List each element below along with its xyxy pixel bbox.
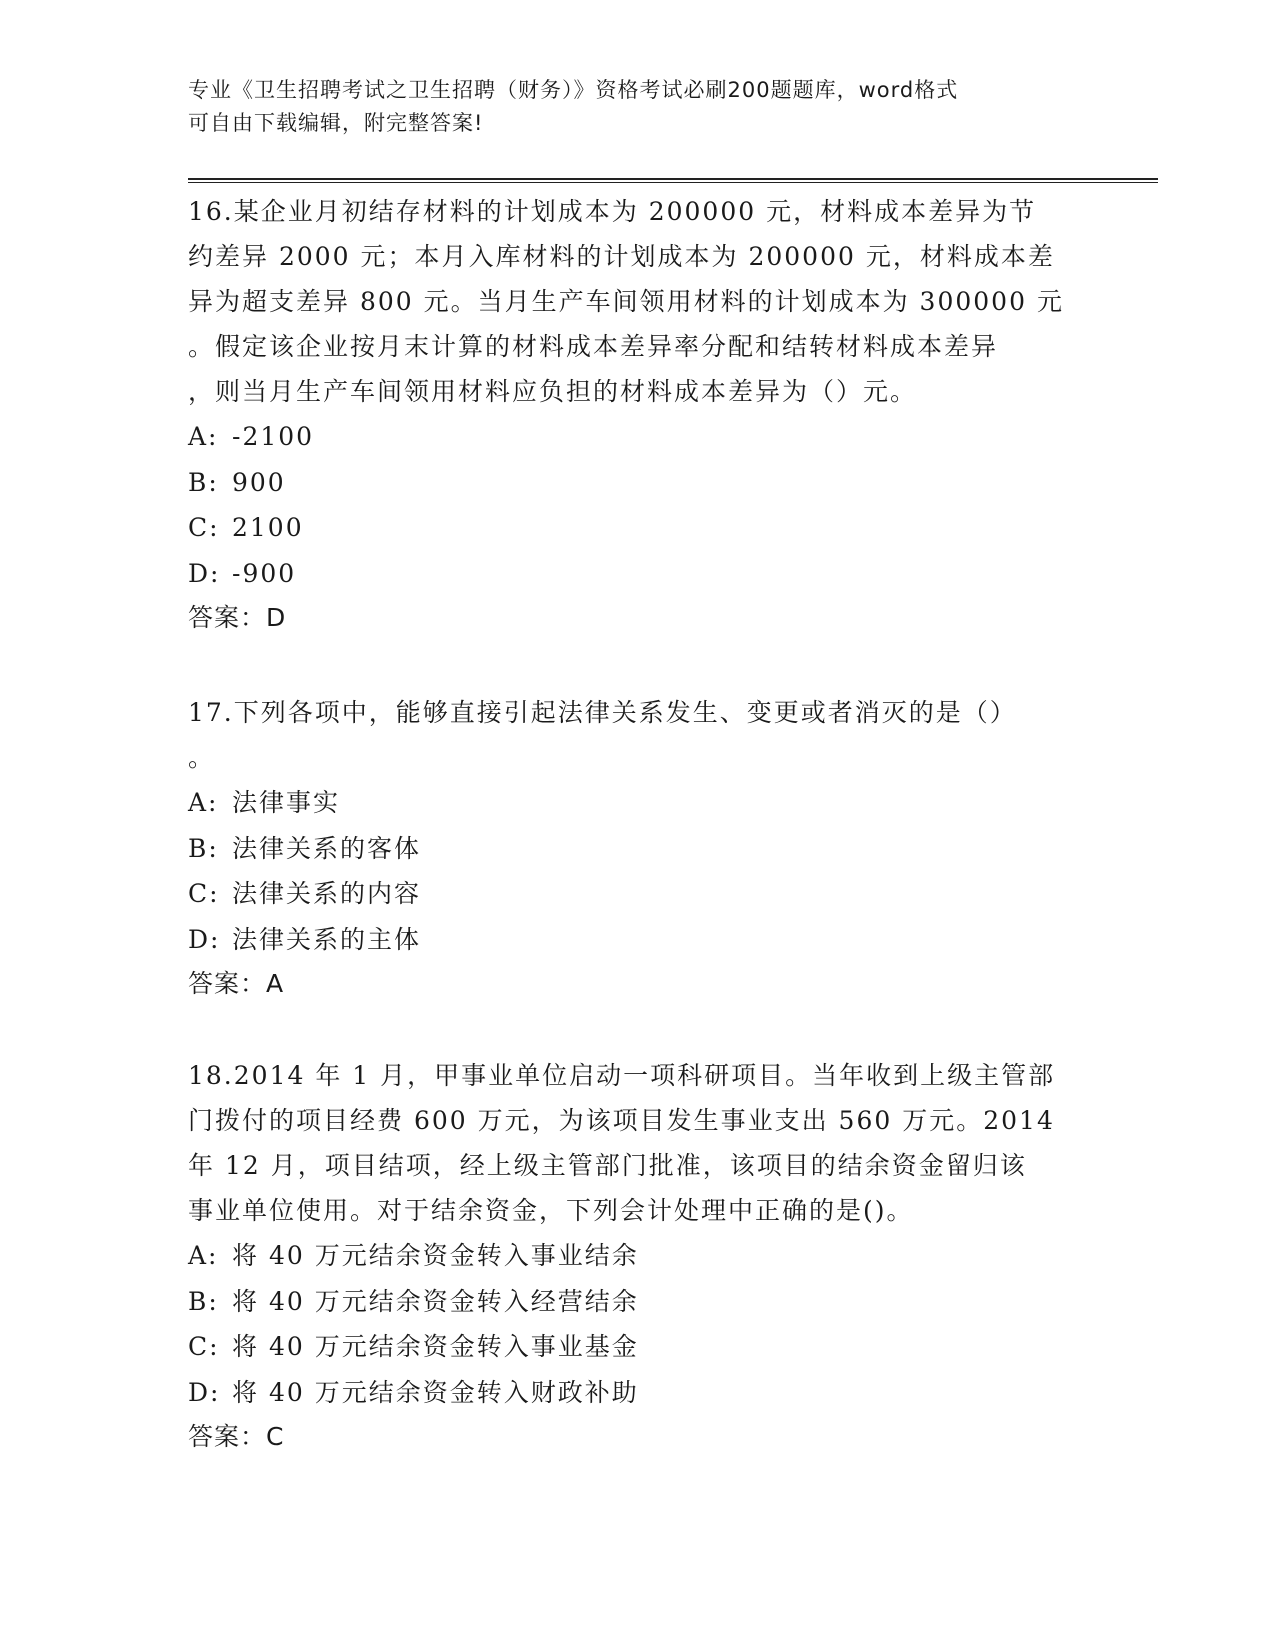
option-text: 将 40 万元结余资金转入财政补助 bbox=[232, 1377, 639, 1407]
header-title-line-2: 可自由下载编辑，附完整答案! bbox=[188, 111, 484, 135]
option-letter: D: bbox=[188, 1377, 221, 1407]
question-stem-line: 18.2014 年 1 月，甲事业单位启动一项科研项目。当年收到上级主管部 bbox=[188, 1061, 1056, 1090]
option-letter: B: bbox=[188, 467, 219, 497]
question-18 bbox=[188, 1053, 1088, 1459]
question-stem-line: 事业单位使用。对于结余资金，下列会计处理中正确的是()。 bbox=[188, 1196, 914, 1225]
question-stem-line: 年 12 月，项目结项，经上级主管部门批准，该项目的结余资金留归该 bbox=[188, 1151, 1027, 1180]
option-a bbox=[188, 414, 1088, 460]
option-letter: C: bbox=[188, 1332, 220, 1361]
question-17 bbox=[188, 690, 1088, 1006]
option-a bbox=[188, 780, 1088, 826]
option-a bbox=[188, 1233, 1088, 1279]
option-text: 法律关系的内容 bbox=[232, 879, 422, 908]
question-stem-line: ，则当月生产车间领用材料应负担的材料成本差异为（）元。 bbox=[188, 377, 918, 406]
option-letter: B: bbox=[188, 1286, 219, 1316]
option-text: 法律关系的主体 bbox=[232, 924, 422, 954]
document-header bbox=[188, 74, 1088, 140]
option-text: -900 bbox=[232, 558, 297, 588]
answer-line: 答案：C bbox=[188, 1422, 285, 1451]
question-16 bbox=[188, 189, 1088, 640]
option-b bbox=[188, 460, 1088, 506]
question-stem-line: 。假定该企业按月末计算的材料成本差异率分配和结转材料成本差异 bbox=[188, 332, 999, 361]
header-divider bbox=[188, 178, 1158, 183]
option-d bbox=[188, 551, 1088, 597]
option-letter: D: bbox=[188, 924, 221, 954]
option-letter: A: bbox=[188, 422, 219, 451]
question-stem-line: 约差异 2000 元；本月入库材料的计划成本为 200000 元，材料成本差 bbox=[188, 242, 1055, 271]
answer-line: 答案：A bbox=[188, 969, 285, 998]
option-b bbox=[188, 826, 1088, 872]
option-b bbox=[188, 1279, 1088, 1325]
option-letter: A: bbox=[188, 788, 219, 817]
option-d bbox=[188, 917, 1088, 963]
option-text: 将 40 万元结余资金转入事业结余 bbox=[232, 1241, 639, 1270]
question-stem-line: 16.某企业月初结存材料的计划成本为 200000 元，材料成本差异为节 bbox=[188, 197, 1037, 226]
option-text: 法律事实 bbox=[232, 788, 341, 817]
option-text: -2100 bbox=[232, 422, 315, 451]
question-stem-line: 异为超支差异 800 元。当月生产车间领用材料的计划成本为 300000 元 bbox=[188, 287, 1064, 316]
option-text: 将 40 万元结余资金转入事业基金 bbox=[232, 1332, 639, 1361]
option-letter: D: bbox=[188, 558, 221, 588]
option-letter: C: bbox=[188, 513, 220, 542]
option-c bbox=[188, 1324, 1088, 1370]
question-stem-line: 门拨付的项目经费 600 万元，为该项目发生事业支出 560 万元。2014 bbox=[188, 1106, 1055, 1135]
option-letter: B: bbox=[188, 833, 219, 863]
question-stem-line: 。 bbox=[188, 743, 216, 772]
question-stem-line: 17.下列各项中，能够直接引起法律关系发生、变更或者消灭的是（） bbox=[188, 698, 1017, 727]
option-text: 将 40 万元结余资金转入经营结余 bbox=[232, 1286, 639, 1316]
option-text: 900 bbox=[232, 467, 286, 497]
option-text: 法律关系的客体 bbox=[232, 833, 422, 863]
option-letter: A: bbox=[188, 1241, 219, 1270]
option-d bbox=[188, 1370, 1088, 1416]
option-text: 2100 bbox=[232, 513, 304, 542]
option-c bbox=[188, 505, 1088, 551]
header-title-line-1: 专业《卫生招聘考试之卫生招聘（财务）》资格考试必刷200题题库，word格式 bbox=[188, 78, 959, 102]
answer-line: 答案：D bbox=[188, 603, 287, 632]
option-c bbox=[188, 871, 1088, 917]
option-letter: C: bbox=[188, 879, 220, 908]
